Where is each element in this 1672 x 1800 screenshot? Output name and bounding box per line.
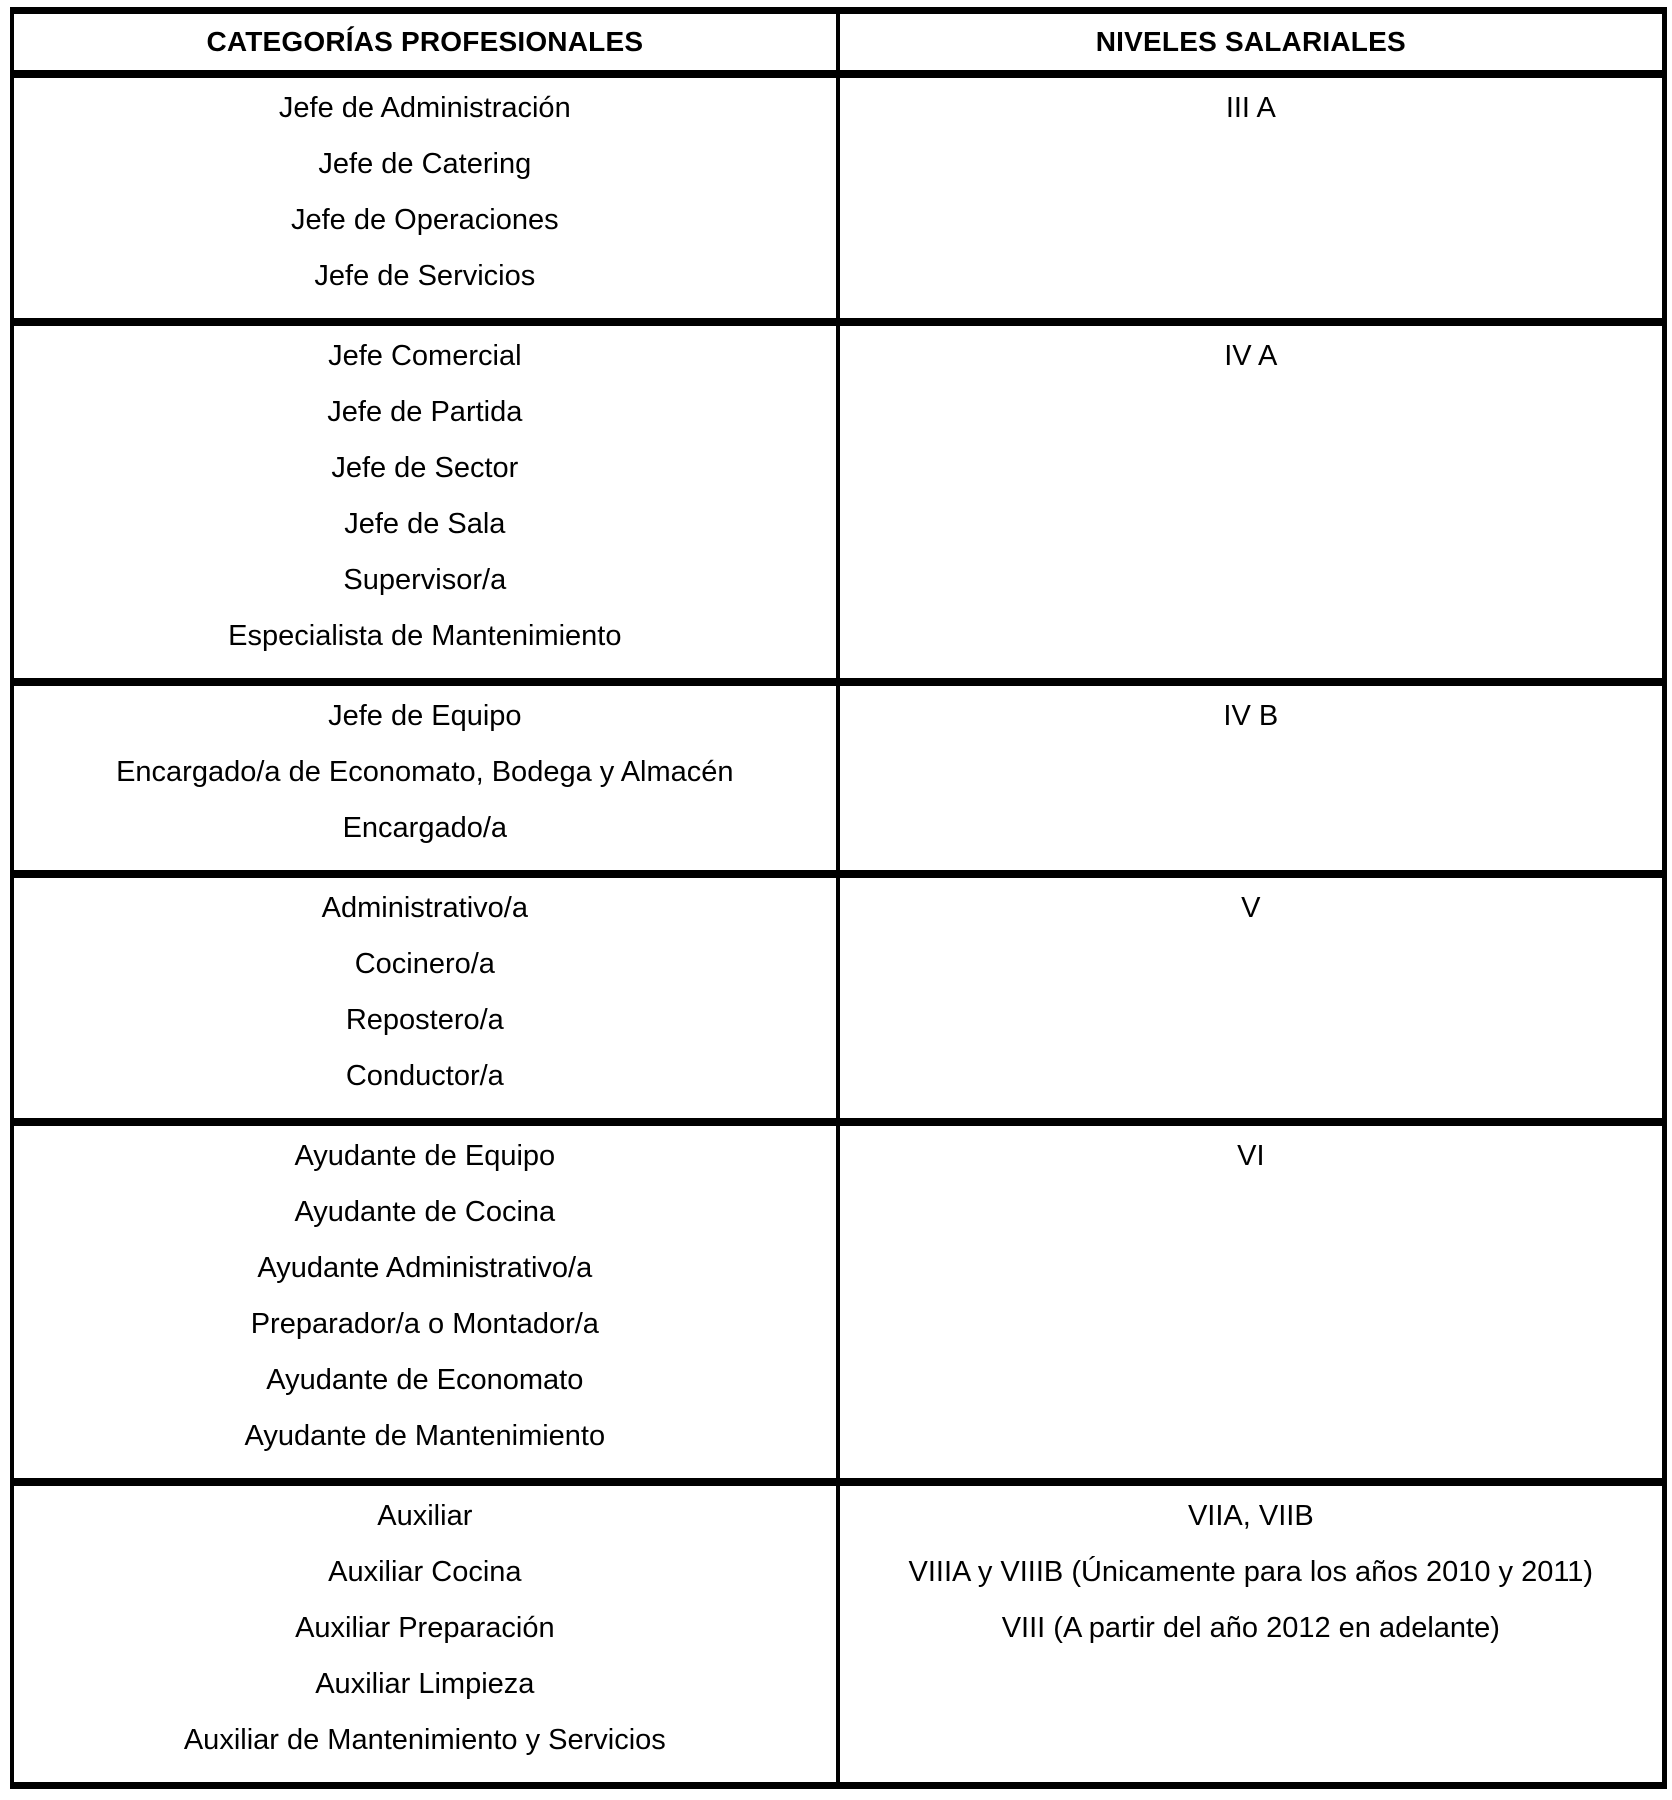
category-item: Auxiliar Limpieza xyxy=(315,1668,535,1700)
category-item: Auxiliar Preparación xyxy=(295,1612,555,1644)
salary-level-item: IV A xyxy=(1224,340,1278,372)
category-item: Supervisor/a xyxy=(343,564,507,596)
levels-cell xyxy=(840,878,1662,1118)
category-item: Cocinero/a xyxy=(354,948,495,980)
category-item: Jefe de Sector xyxy=(331,452,519,484)
table-group-iv-b xyxy=(14,678,1662,870)
category-item: Jefe de Equipo xyxy=(328,700,522,732)
category-item: Jefe de Catering xyxy=(318,148,532,180)
category-item: Jefe de Administración xyxy=(278,92,571,124)
category-item: Especialista de Mantenimiento xyxy=(228,620,622,652)
salary-level-item: VI xyxy=(1237,1140,1265,1172)
levels-cell xyxy=(840,326,1662,678)
salary-level-item: VIIIA y VIIIB (Únicamente para los años 2010 y 2011) xyxy=(908,1556,1594,1588)
table-header-row xyxy=(14,14,1662,70)
category-item: Jefe de Sala xyxy=(344,508,506,540)
categories-cell xyxy=(14,686,840,870)
levels-cell xyxy=(840,686,1662,870)
categories-cell xyxy=(14,1126,840,1478)
categories-cell xyxy=(14,326,840,678)
salary-level-item: V xyxy=(1241,892,1261,924)
category-item: Ayudante de Mantenimiento xyxy=(244,1420,606,1452)
header-levels: NIVELES SALARIALES xyxy=(1095,26,1406,57)
categories-cell xyxy=(14,78,840,318)
category-item: Jefe de Servicios xyxy=(314,260,536,292)
levels-cell xyxy=(840,1126,1662,1478)
category-item: Administrativo/a xyxy=(321,892,528,924)
table-group-vii-viii xyxy=(14,1478,1662,1782)
salary-levels-table xyxy=(10,7,1667,1789)
salary-level-item: IV B xyxy=(1223,700,1279,732)
category-item: Ayudante de Economato xyxy=(266,1364,584,1396)
category-item: Encargado/a xyxy=(342,812,508,844)
category-item: Ayudante Administrativo/a xyxy=(257,1252,593,1284)
category-item: Auxiliar de Mantenimiento y Servicios xyxy=(183,1724,666,1756)
table-group-v xyxy=(14,870,1662,1118)
category-item: Encargado/a de Economato, Bodega y Almacén xyxy=(116,756,734,788)
table-group-iv-a xyxy=(14,318,1662,678)
category-item: Auxiliar xyxy=(377,1500,473,1532)
category-item: Ayudante de Equipo xyxy=(294,1140,556,1172)
category-item: Conductor/a xyxy=(345,1060,504,1092)
salary-level-item: VIII (A partir del año 2012 en adelante) xyxy=(1001,1612,1500,1644)
categories-cell xyxy=(14,878,840,1118)
category-item: Ayudante de Cocina xyxy=(294,1196,556,1228)
categories-cell xyxy=(14,1486,840,1782)
category-item: Jefe Comercial xyxy=(328,340,522,372)
category-item: Jefe de Operaciones xyxy=(291,204,559,236)
levels-cell xyxy=(840,78,1662,318)
table-group-iii-a xyxy=(14,70,1662,318)
category-item: Auxiliar Cocina xyxy=(328,1556,522,1588)
salary-level-item: VIIA, VIIB xyxy=(1187,1500,1314,1532)
header-categories: CATEGORÍAS PROFESIONALES xyxy=(14,14,840,70)
category-item: Repostero/a xyxy=(345,1004,504,1036)
table-group-vi xyxy=(14,1118,1662,1478)
levels-cell xyxy=(840,1486,1662,1782)
salary-level-item: III A xyxy=(1225,92,1276,124)
category-item: Preparador/a o Montador/a xyxy=(250,1308,599,1340)
category-item: Jefe de Partida xyxy=(327,396,523,428)
